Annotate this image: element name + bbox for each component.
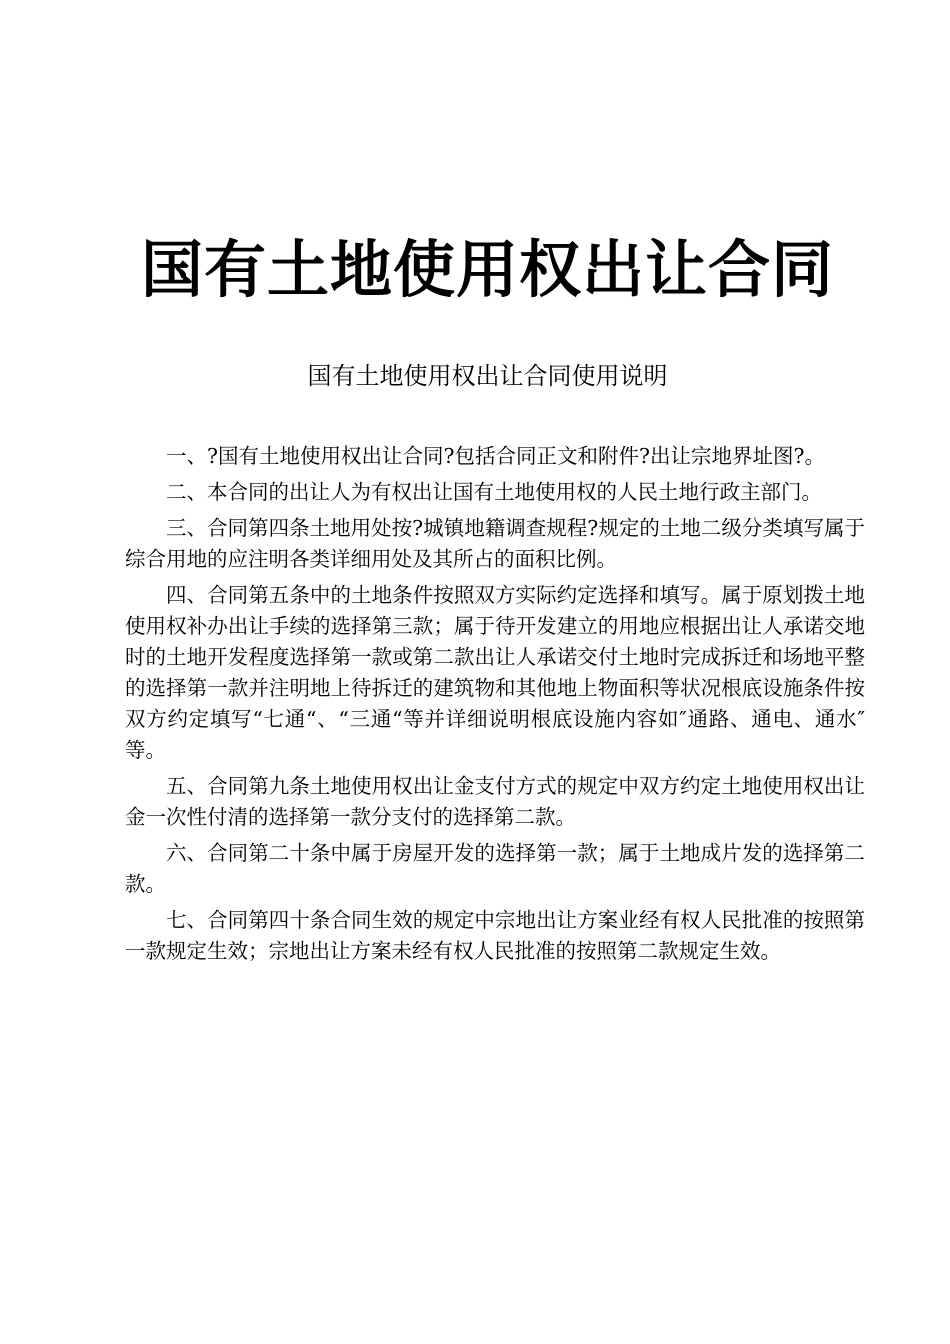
document-body [125,441,865,972]
paragraph-3: 三、合同第四条土地用处按?城镇地籍调查规程?规定的土地二级分类填写属于综合用地的应注明各类详细用处及其所占的面积比例。 [125,516,865,571]
paragraph-2: 二、本合同的出让人为有权出让国有土地使用权的人民土地行政主部门。 [166,480,822,504]
document-subtitle: 国有土地使用权出让合同使用说明 [307,362,668,390]
document-title: 国有土地使用权出让合同 [140,233,834,306]
paragraph-1: 一、?国有土地使用权出让合同?包括合同正文和附件?出让宗地界址图?。 [166,444,825,468]
paragraph-4: 四、合同第五条中的土地条件按照双方实际约定选择和填写。属于原划拨土地使用权补办出让手续的选择第三款；属于待开发建立的用地应根据出让人承诺交地时的土地开发程度选择第一款或第二款出让人承诺交付土地时完成拆迁和场地平整的选择第一款并注明地上待拆迁的建筑物和其他地上物面积等状况根底设施条件按双方约定填写“七通“、“三通“等并详细说明根底设施内容如″通路、通电、通水″等。 [125,583,865,762]
paragraph-6: 六、合同第二十条中属于房屋开发的选择第一款；属于土地成片发的选择第二款。 [125,841,865,896]
paragraph-5: 五、合同第九条土地使用权出让金支付方式的规定中双方约定土地使用权出让金一次性付清的选择第一款分支付的选择第二款。 [125,774,865,829]
paragraph-7: 七、合同第四十条合同生效的规定中宗地出让方案业经有权人民批准的按照第一款规定生效；宗地出让方案未经有权人民批准的按照第二款规定生效。 [125,908,865,963]
